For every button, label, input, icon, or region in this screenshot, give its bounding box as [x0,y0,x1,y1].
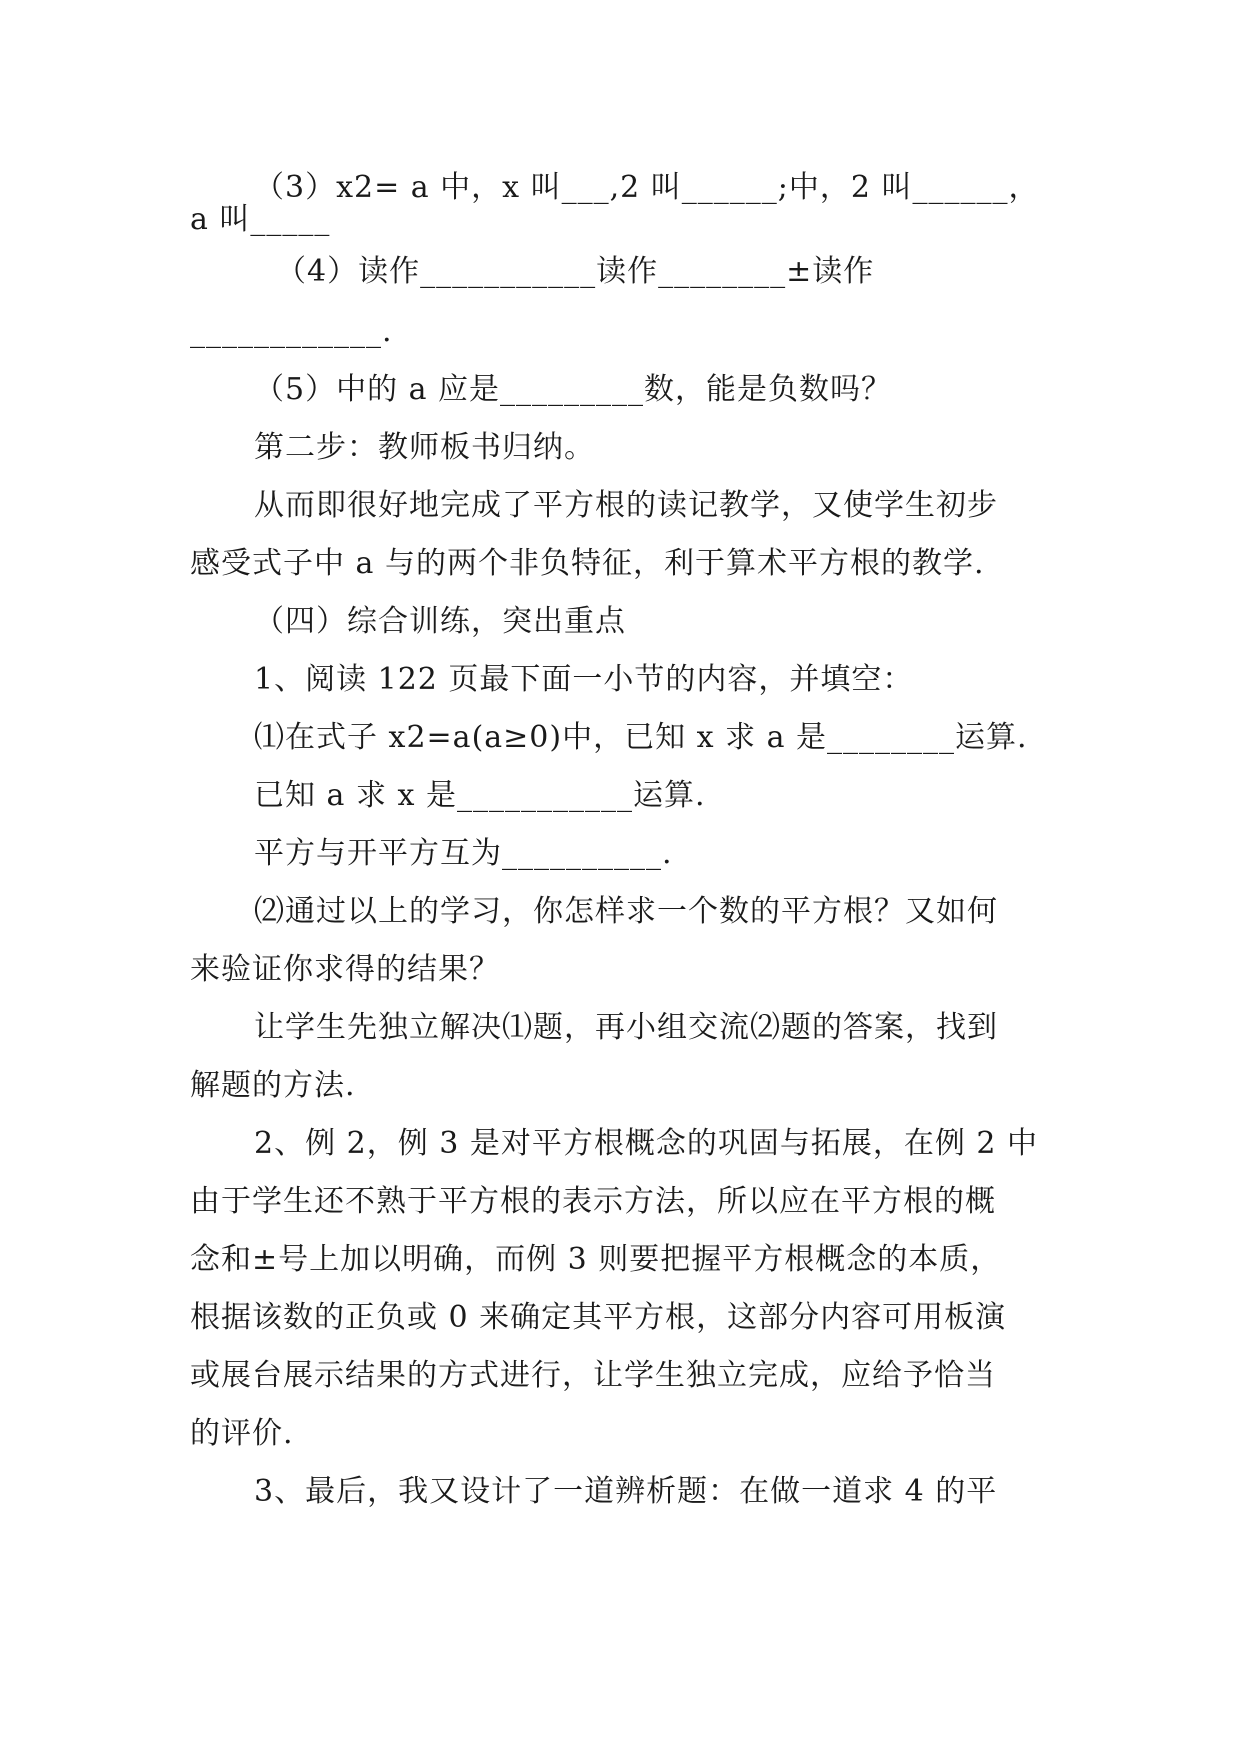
text-line: 让学生先独立解决⑴题，再小组交流⑵题的答案，找到 [254,1010,998,1045]
text-line: （四）综合训练，突出重点 [254,604,626,639]
text-line: 平方与开平方互为__________. [254,836,673,871]
text-line: （5）中的 a 应是_________数，能是负数吗？ [254,372,893,407]
text-line: 3、最后，我又设计了一道辨析题：在做一道求 4 的平 [254,1474,998,1509]
text-line: 或展台展示结果的方式进行，让学生独立完成，应给予恰当 [190,1358,996,1393]
text-line: 已知 a 求 x 是___________运算. [254,778,706,813]
text-line: （3）x2= a 中，x 叫___,2 叫______;中，2 叫______， [254,170,1040,205]
text-line: 由于学生还不熟于平方根的表示方法，所以应在平方根的概 [190,1184,996,1219]
text-line: 来验证你求得的结果？ [190,952,500,987]
text-line: 解题的方法. [190,1068,356,1103]
text-line: 第二步：教师板书归纳。 [254,430,595,465]
text-line: 从而即很好地完成了平方根的读记教学，又使学生初步 [254,488,998,523]
text-line: （4）读作___________读作________±读作 [276,254,875,289]
text-line: 念和±号上加以明确，而例 3 则要把握平方根概念的本质， [190,1242,1002,1277]
text-line: 的评价. [190,1416,294,1451]
text-line: 2、例 2，例 3 是对平方根概念的巩固与拓展，在例 2 中 [254,1126,1039,1161]
text-line: a 叫_____ [190,202,331,237]
text-line: ⑴在式子 x2=a(a≥0)中，已知 x 求 a 是________运算. [254,720,1028,755]
text-line: 感受式子中 a 与的两个非负特征，利于算术平方根的教学. [190,546,985,581]
text-line: ____________. [190,314,393,349]
text-line: 根据该数的正负或 0 来确定其平方根，这部分内容可用板演 [190,1300,1007,1335]
text-line: 1、阅读 122 页最下面一小节的内容，并填空： [254,662,914,697]
text-line: ⑵通过以上的学习，你怎样求一个数的平方根？又如何 [254,894,998,929]
